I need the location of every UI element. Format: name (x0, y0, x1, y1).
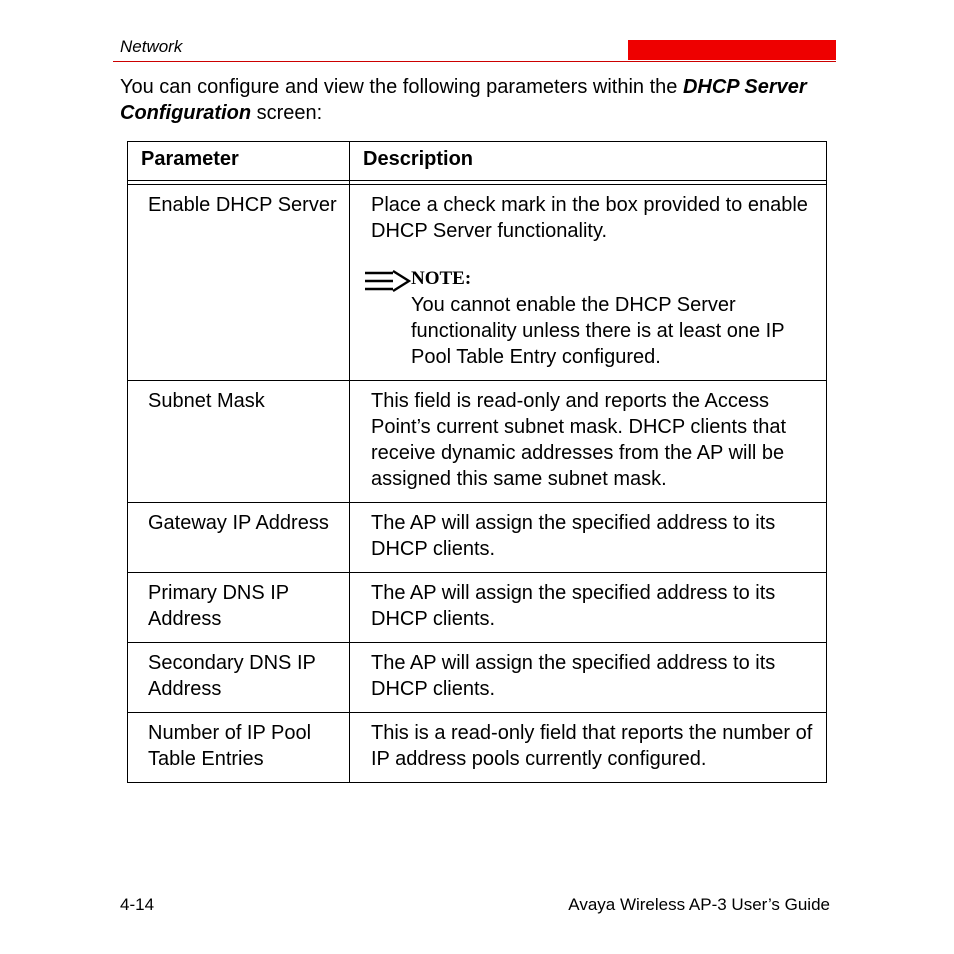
table-row (128, 503, 827, 573)
note-text: You cannot enable the DHCP Server functionality unless there is at least one IP Pool Table Entry configured. (411, 294, 785, 368)
param-description: This field is read-only and reports the Access Point’s current subnet mask. DHCP clients that receive dynamic addresses from the AP will be assigned this same subnet mask. (350, 381, 827, 503)
intro-text-before: You can configure and view the following parameters within the (120, 76, 683, 98)
param-name: Number of IP Pool Table Entries (128, 713, 350, 783)
note-block (363, 266, 818, 370)
param-description: The AP will assign the specified address to its DHCP clients. (350, 573, 827, 643)
table-header-row (128, 142, 827, 181)
table-row (128, 643, 827, 713)
param-name: Enable DHCP Server (128, 185, 350, 381)
page-number: 4-14 (120, 895, 155, 914)
table-row (128, 713, 827, 783)
note-content (411, 266, 818, 370)
intro-text-after: screen: (251, 102, 323, 124)
table-row (128, 381, 827, 503)
param-name: Gateway IP Address (128, 503, 350, 573)
section-title: Network (120, 37, 183, 56)
header-rule (113, 61, 836, 62)
note-arrow-icon (363, 266, 411, 370)
param-description: This is a read-only field that reports the number of IP address pools currently configured. (350, 713, 827, 783)
param-description: The AP will assign the specified address to its DHCP clients. (350, 503, 827, 573)
param-name: Subnet Mask (128, 381, 350, 503)
column-header-parameter: Parameter (128, 142, 350, 181)
intro-paragraph (120, 74, 840, 126)
header-red-bar (628, 40, 836, 60)
column-header-description: Description (350, 142, 827, 181)
table-row (128, 185, 827, 381)
param-description (350, 185, 827, 381)
guide-title: Avaya Wireless AP-3 User’s Guide (568, 895, 830, 914)
param-description: The AP will assign the specified address to its DHCP clients. (350, 643, 827, 713)
table-row (128, 573, 827, 643)
parameter-table (127, 141, 827, 783)
description-text: Place a check mark in the box provided to enable DHCP Server functionality. (371, 194, 808, 242)
intro-screen-name: DHCP Server Configuration (120, 76, 807, 124)
param-name: Primary DNS IP Address (128, 573, 350, 643)
note-label: NOTE: (411, 268, 472, 289)
param-name: Secondary DNS IP Address (128, 643, 350, 713)
